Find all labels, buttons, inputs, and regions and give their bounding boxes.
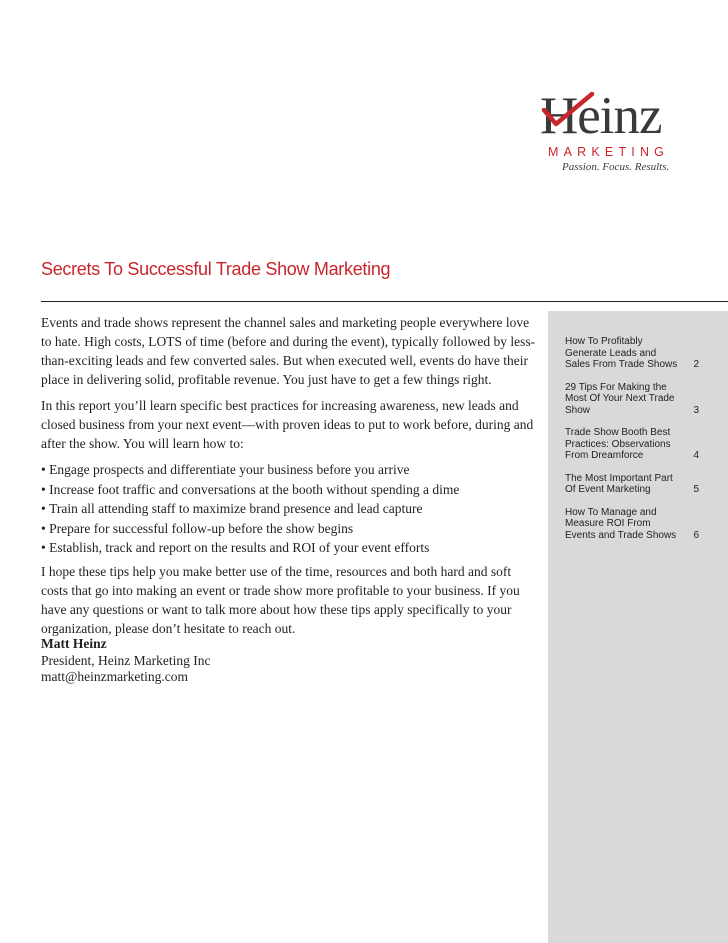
- toc-entry[interactable]: [565, 336, 699, 371]
- toc-entry-title: How To Manage and Measure ROI From Events and Trade Shows: [565, 506, 677, 541]
- intro-paragraph: Events and trade shows represent the channel sales and marketing people everywhere love to hate. High costs, LOTS of time (before and during the event), typically followed by less-than-exciting leads and few converted sales. But when executed well, events do have their place in delivering solid, profitable revenue. You just have to get a few things right.: [41, 315, 536, 387]
- logo-tagline: Passion. Focus. Results.: [562, 161, 670, 173]
- toc-entry[interactable]: [565, 382, 699, 417]
- signature-role: President, Heinz Marketing Inc: [41, 652, 211, 668]
- table-of-contents: [565, 336, 699, 552]
- intro-paragraph: I hope these tips help you make better use of the time, resources and both hard and soft costs that go into making an event or trade show more profitable to your business. If you have any questions or want to talk more about how these tips apply specifically to your organization, please don’t hesitate to reach out.: [41, 563, 520, 636]
- intro-paragraph: In this report you’ll learn specific best practices for increasing awareness, new leads and closed business from your next event—with proven ideas to put to work before, during and after the show. You will learn how to:: [41, 398, 534, 451]
- toc-entry-page: 5: [693, 484, 699, 495]
- bullet-item: • Train all attending staff to maximize brand presence and lead capture: [41, 499, 536, 519]
- toc-entry-page: 6: [693, 529, 699, 541]
- bullet-item: • Increase foot traffic and conversations at the booth without spending a dime: [41, 480, 536, 500]
- toc-entry-page: 4: [693, 450, 699, 461]
- intro-body: [41, 313, 536, 645]
- signature-block: [41, 636, 210, 686]
- bullet-item: • Prepare for successful follow-up before the show begins: [41, 519, 536, 539]
- learning-bullet-list: [41, 460, 536, 558]
- toc-entry[interactable]: [565, 507, 699, 542]
- bullet-item: • Engage prospects and differentiate your business before you arrive: [41, 460, 536, 480]
- toc-entry[interactable]: [565, 427, 699, 462]
- logo-wordmark: Heinz: [540, 87, 662, 145]
- toc-entry-title: Trade Show Booth Best Practices: Observations From Dreamforce: [565, 427, 671, 461]
- heinz-marketing-logo: [540, 88, 700, 188]
- signature-email[interactable]: matt@heinzmarketing.com: [41, 669, 189, 684]
- toc-entry-page: 3: [693, 404, 699, 416]
- signature-name: Matt Heinz: [41, 636, 107, 651]
- bullet-item: • Establish, track and report on the results and ROI of your event efforts: [41, 538, 536, 558]
- toc-entry-title: The Most Important Part Of Event Marketing: [565, 472, 673, 495]
- title-divider: [41, 301, 728, 302]
- toc-entry[interactable]: [565, 473, 699, 496]
- page-title: Secrets To Successful Trade Show Marketing: [41, 259, 391, 279]
- toc-entry-page: 2: [693, 359, 699, 370]
- toc-entry-title: 29 Tips For Making the Most Of Your Next Trade Show: [565, 381, 675, 416]
- checkmark-icon: [540, 88, 600, 138]
- toc-entry-title: How To Profitably Generate Leads and Sales From Trade Shows: [565, 336, 678, 370]
- logo-subtitle: MARKETING: [548, 145, 670, 159]
